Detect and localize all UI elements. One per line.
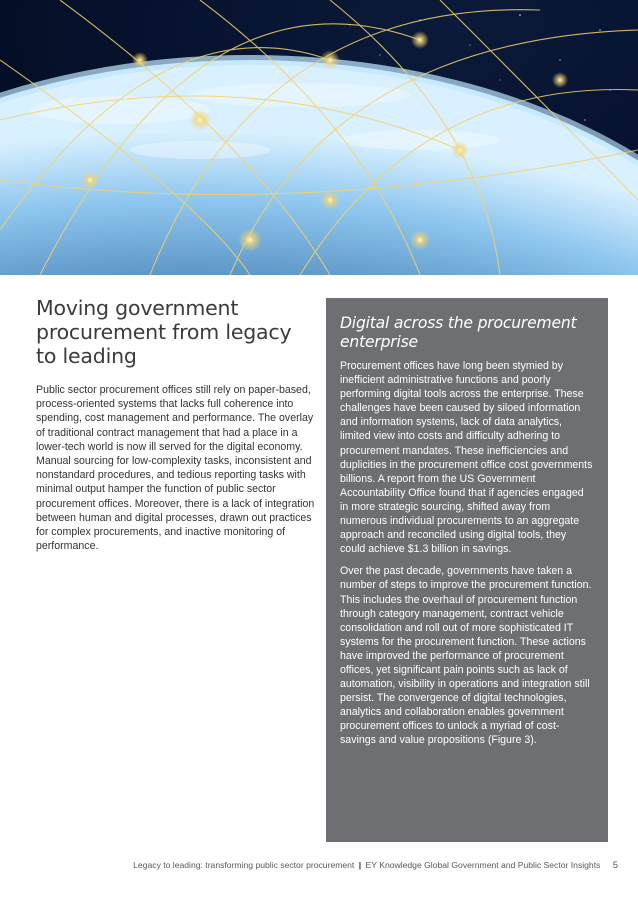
page-headline: Moving government procurement from legacy to leading <box>36 296 292 368</box>
page-number: 5 <box>612 859 618 870</box>
earth-network-graphic <box>0 0 638 275</box>
page-footer <box>0 859 618 870</box>
sidebar-paragraph: Over the past decade, governments have taken a number of steps to improve the procurement function. This includes the overhaul of procurement function through category management, contract vehicle consolidation and roll out of more sophisticated IT systems for the procurement function. These actions have improved the performance of procurement offices, yet significant pain points such as lack of automation, visibility in operations and integration still persist. The convergence of digital technologies, analytics and collaboration enables government procurement offices to unlock a myriad of cost-savings and value propositions (Figure 3). <box>340 565 592 747</box>
sidebar-box <box>326 298 608 842</box>
intro-paragraph: Public sector procurement offices still rely on paper-based, process-oriented systems that lacks full coherence into spending, cost management and performance. The overlay of traditional contract management that had a place in a lower-tech world is now ill served for the digital economy. Manual sourcing for low-complexity tasks, inconsistent and nonstandard procedures, and tedious reporting tasks with minimal output hamper the function of public sector procurement offices. Moreover, there is a lack of integration between human and digital processes, drawn out practices for complex procurements, and inactive monitoring of performance. <box>36 384 315 553</box>
sidebar-paragraph: Procurement offices have long been stymied by inefficient administrative functions and poorly performing digital tools across the enterprise. These challenges have been caused by siloed information and information systems, lack of data analytics, limited view into costs and difficulty adhering to procurement mandates. These inefficiencies and duplicities in the procurement office cost governments billions. A report from the US Government Accountability Office found that if agencies engaged in more strategic sourcing, shifted away from numerous individual procurements to an aggregate approach and reconciled using digital tools, they could achieve $1.3 billion in savings. <box>340 360 593 556</box>
sidebar-title: Digital across the procurement enterprise <box>340 314 577 351</box>
hero-image <box>0 0 638 275</box>
footer-doc-title: Legacy to leading: transforming public sector procurement <box>133 860 355 870</box>
footer-series: EY Knowledge Global Government and Public Sector Insights <box>365 860 601 870</box>
footer-separator: | <box>358 860 362 870</box>
